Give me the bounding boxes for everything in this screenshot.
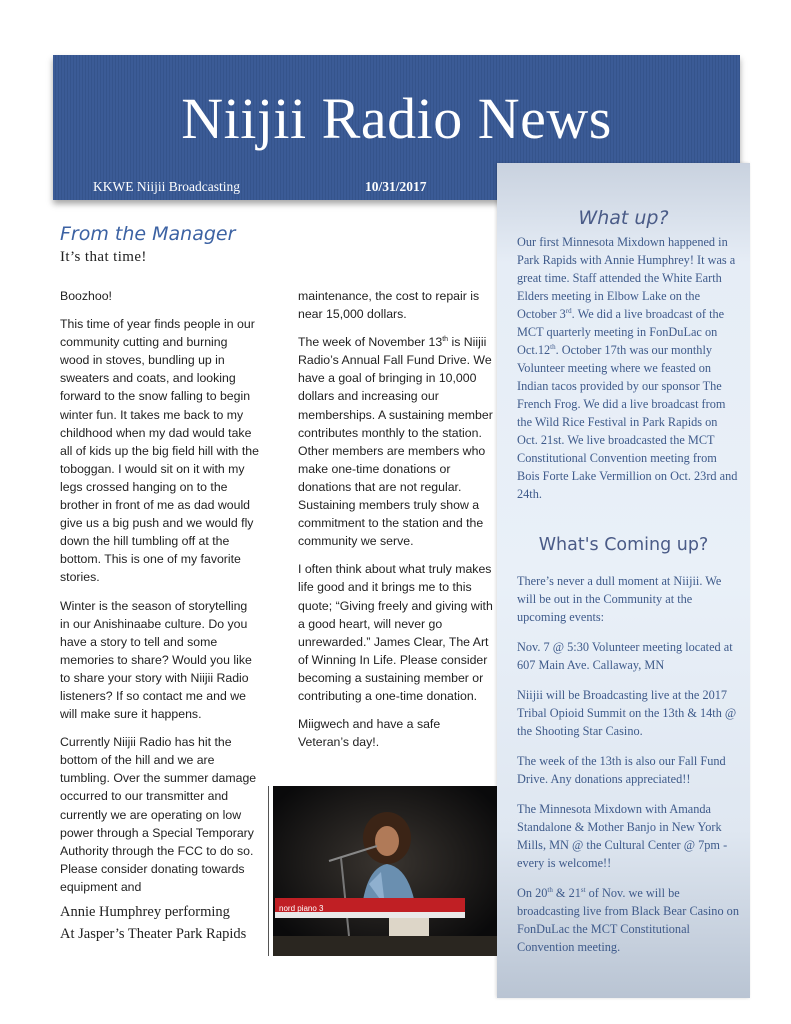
article-subtitle: It’s that time! [60,249,147,265]
photo-caption: Annie Humphrey performing At Jasper’s Theater Park Rapids [60,904,247,942]
svg-text:nord piano 3: nord piano 3 [279,904,324,913]
newsletter-title: Niijii Radio News [181,86,612,151]
coming-up-heading: What's Coming up? [538,535,709,555]
paragraph: Winter is the season of storytelling in our Anishinaabe culture. Do you have a story to tell and some memories to share? Would you like to share your story with Niijii Radio listeners? If so contact me and we will make sure it happens. [60,598,252,722]
paragraph: Boozhoo! [60,289,112,303]
performer-photo [268,786,497,956]
what-up-heading: What up? [578,207,669,229]
event-item: Niijii will be Broadcasting live at the 2017 Tribal Opioid Summit on the 13th & 14th @ the Shooting Star Casino. [517,688,737,738]
from-manager-heading: From the Manager [60,223,236,245]
paragraph: This time of year finds people in our community cutting and burning wood in stoves, bundling up in sweaters and coats, and looking forward to the snow falling to begin winter fun. It takes me back to my childhood when my dad would take all of kids up the big field hill with the toboggan. I would sit on it with my legs crossed hanging on to the brother in front of me as dad would give us a big push and we would fly down the hill tumbling off at the bottom. This is one of my favorite stories. [60,317,259,585]
coming-up-text [517,572,739,968]
sidebar-what-up [497,163,750,998]
paragraph: The week of November 13th is Niijii Radio’s Annual Fall Fund Drive. We have a goal of bringing in 10,000 dollars and increasing our memberships. A sustaining member contributes monthly to the station. Other members are members who make one-time donations or donations that are not regular. Sustaining members truly show a commitment to the station and the community we serve. [298,335,493,549]
event-item: The Minnesota Mixdown with Amanda Standalone & Mother Banjo in New York Mills, MN @ the Cultural Center @ 7pm - every is welcome!! [517,802,728,870]
what-up-text: Our first Minnesota Mixdown happened in Park Rapids with Annie Humphrey! It was a great time. Staff attended the White Earth Elders meeting in Elbow Lake on the October 3rd. We did a live broadcast of the MCT quarterly meeting in FonDuLac on Oct.12th. October 17th was our monthly Volunteer meeting where we feasted on Indian tacos provided by our sponsor The French Frog. We did a live broadcast from the Wild Rice Festival in Park Rapids on Oct. 21st. We live broadcasted the MCT Constitutional Convention meeting from Bois Forte Lake Vermillion on Oct. 23rd and 24th. [517,235,738,501]
issue-date: 10/31/2017 [365,179,427,194]
paragraph: maintenance, the cost to repair is near 15,000 dollars. [298,289,480,322]
paragraph: Miigwech and have a safe Veteran’s day!. [298,717,441,750]
event-item: Nov. 7 @ 5:30 Volunteer meeting located at 607 Main Ave. Callaway, MN [517,640,733,672]
article-column-1 [60,287,260,906]
paragraph: I often think about what truly makes life good and it brings me to this quote; “Giving freely and giving with a good heart, will never go unrewarded.” James Clear, The Art of Winning In Life. Please consider becoming a sustaining member or contributing a one-time donation. [298,562,493,703]
event-item: On 20th & 21st of Nov. we will be broadcasting live from Black Bear Casino on FonDuLac the MCT Constitutional Convention meeting. [517,886,739,954]
event-item: There’s never a dull moment at Niijii. We will be out in the Community at the upcoming events: [517,574,722,624]
station-name: KKWE Niijii Broadcasting [93,179,240,194]
event-item: The week of the 13th is also our Fall Fund Drive. Any donations appreciated!! [517,754,726,786]
article-column-2 [298,287,493,761]
paragraph: Currently Niijii Radio has hit the bottom of the hill and we are tumbling. Over the summer damage occurred to our transmitter and currently we are operating on low power through a Special Temporary Authority through the FCC to do so. Please consider donating towards equipment and [60,735,257,894]
